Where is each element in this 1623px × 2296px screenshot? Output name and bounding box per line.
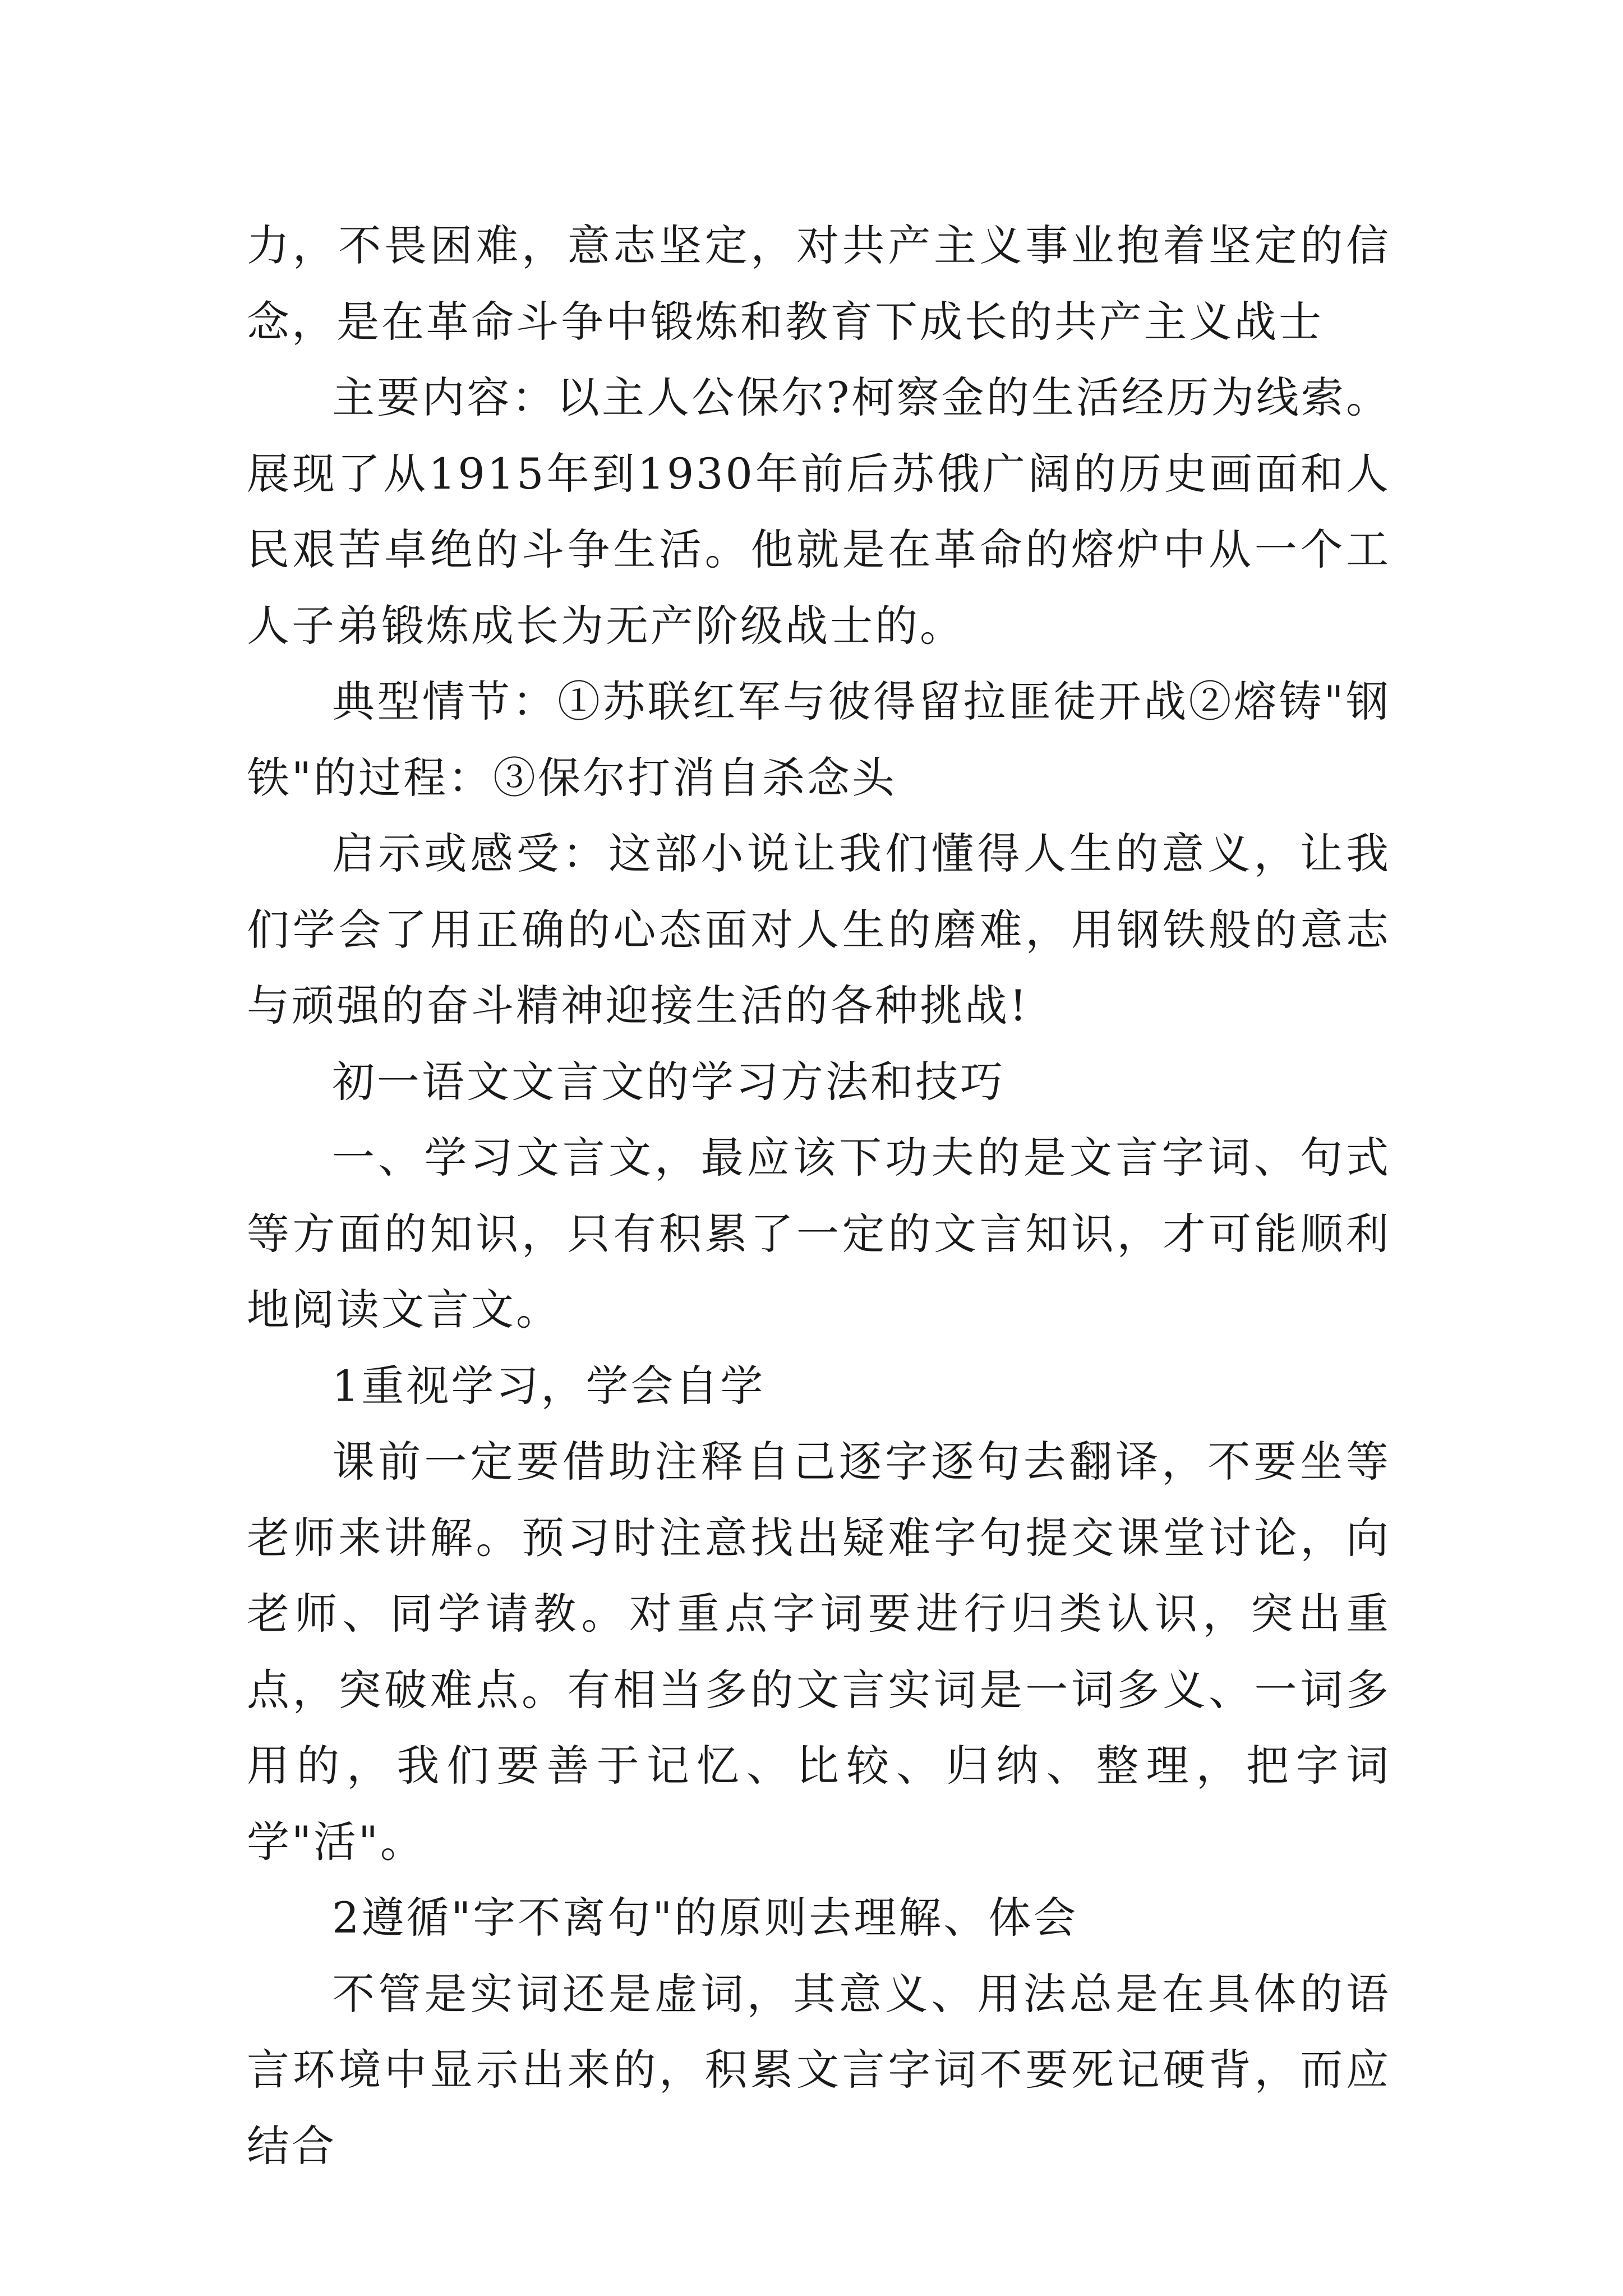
document-body [247, 208, 1391, 2184]
paragraph-point-one: 一、学习文言文，最应该下功夫的是文言字词、句式等方面的知识，只有积累了一定的文言知识，才可能顺利地阅读文言文。 [247, 1133, 1391, 1335]
paragraph-context-principle: 不管是实词还是虚词，其意义、用法总是在具体的语言环境中显示出来的，积累文言字词不要死记硬背，而应结合 [247, 1968, 1391, 2171]
paragraph-main-content: 主要内容：以主人公保尔?柯察金的生活经历为线索。展现了从1915年到1930年前后苏俄广阔的历史画面和人民艰苦卓绝的斗争生活。他就是在革命的熔炉中从一个工人子弟锻炼成长为无产阶级战士的。 [247, 372, 1391, 651]
subheading-one: 1重视学习，学会自学 [332, 1360, 766, 1411]
subheading-two: 2遵循"字不离句"的原则去理解、体会 [332, 1893, 1078, 1943]
paragraph-inspiration: 启示或感受：这部小说让我们懂得人生的意义，让我们学会了用正确的心态面对人生的磨难，用钢铁般的意志与顽强的奋斗精神迎接生活的各种挑战! [247, 829, 1391, 1030]
paragraph-preview-method: 课前一定要借助注释自己逐字逐句去翻译，不要坐等老师来讲解。预习时注意找出疑难字句提交课堂讨论，向老师、同学请教。对重点字词要进行归类认识，突出重点，突破难点。有相当多的文言实词是一词多义、一词多用的，我们要善于记忆、比较、归纳、整理，把字词学"活"。 [247, 1437, 1391, 1867]
paragraph-continuation: 力，不畏困难，意志坚定，对共产主义事业抱着坚定的信念，是在革命斗争中锻炼和教育下成长的共产主义战士 [247, 220, 1391, 347]
section-heading: 初一语文文言文的学习方法和技巧 [332, 1056, 1005, 1107]
paragraph-typical-plot: 典型情节：①苏联红军与彼得留拉匪徒开战②熔铸"钢铁"的过程：③保尔打消自杀念头 [247, 677, 1391, 803]
